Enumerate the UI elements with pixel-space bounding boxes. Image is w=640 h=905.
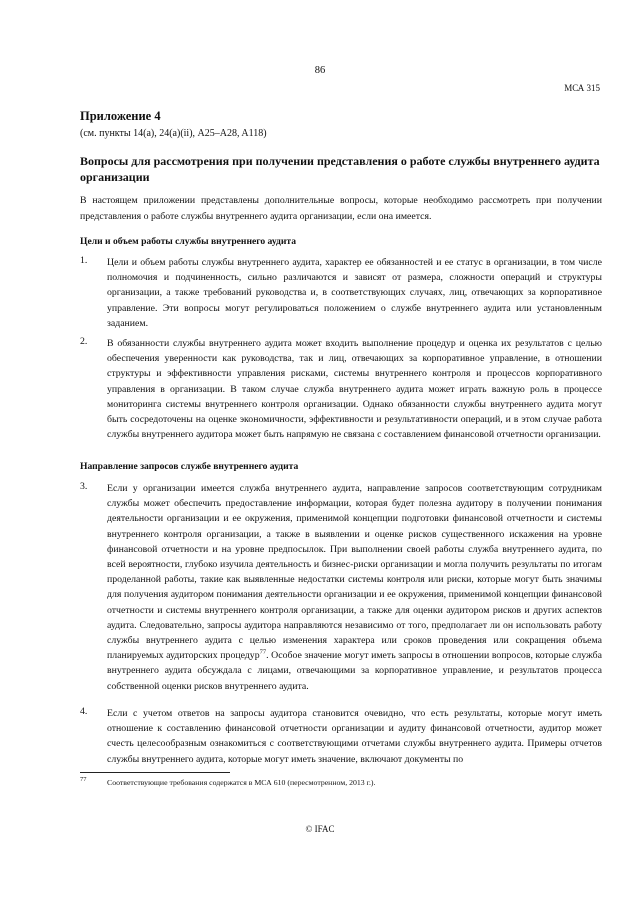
paragraph-4 <box>80 706 602 767</box>
intro-paragraph: В настоящем приложении представлены дополнительные вопросы, которые необходимо рассмотреть при получении представления о работе службы внутреннего аудита организации, если она имеется. <box>80 195 602 222</box>
paragraph-text: Цели и объем работы службы внутреннего аудита, характер ее обязанностей и ее статус в организации, в том числе полномочия и подчиненность, сильно различаются и зависят от размера, сложности операций и структуры организации, а также требований руководства и, в соответствующих случаях, лиц, отвечающих за корпоративное управление. Эти вопросы могут регулироваться положением о службе внутреннего аудита или установленным заданием. <box>107 257 602 329</box>
footnote-divider <box>80 772 230 773</box>
subsection-heading-inquiries: Направление запросов службе внутреннего аудита <box>80 461 299 472</box>
paragraph-text <box>107 481 602 694</box>
page-number: 86 <box>314 65 326 76</box>
paragraph-text: Если с учетом ответов на запросы аудитора становится очевидно, что есть результаты, которые могут иметь отношение к составлению финансовой отчетности организации и аудиту финансовой отчетности, аудитор может счесть целесообразным ознакомиться с соответствующими отчетами службы внутреннего аудита. Примеры отчетов службы внутреннего аудита, которые могут иметь значение, включают документы по <box>107 708 602 765</box>
paragraph-text: В обязанности службы внутреннего аудита может входить выполнение процедур и оценка их результатов с целью обеспечения уверенности как руководства, так и лиц, отвечающих за корпоративное управление, в отношении структуры и эффективности управления рисками, системы внутреннего контроля и процессов корпоративного управления в организации. В таком случае служба внутреннего аудита может играть важную роль в процессе мониторинга системы внутреннего контроля организации. Однако обязанности службы внутреннего аудита могут быть сосредоточены на оценке экономичности, эффективности и результативности операций, и в этом случае работа службы внутреннего аудитора может быть напрямую не связана с составлением финансовой отчетности организации. <box>107 338 602 441</box>
footnote-text: Соответствующие требования содержатся в МСА 610 (пересмотренном, 2013 г.). <box>107 778 376 787</box>
standard-reference: МСА 315 <box>564 83 600 93</box>
paragraph-number: 1. <box>80 255 88 266</box>
paragraph-3 <box>80 481 602 694</box>
appendix-paragraph-refs: (см. пункты 14(a), 24(a)(ii), A25–A28, A118) <box>80 128 267 139</box>
paragraph-text-part: . Особое значение могут иметь запросы в отношении вопросов, которые служба внутреннего аудита обсуждала с лицами, отвечающими за корпоративное управление, и результатов процесса собственной оценки рисков внутреннего аудита. <box>107 650 602 692</box>
paragraph-number: 3. <box>80 481 88 492</box>
section-title: Вопросы для рассмотрения при получении представления о работе службы внутреннего аудита организации <box>80 154 600 184</box>
paragraph-2 <box>80 336 602 442</box>
paragraph-1 <box>80 255 602 331</box>
subsection-heading-scope: Цели и объем работы службы внутреннего аудита <box>80 236 297 247</box>
footnote <box>80 778 600 787</box>
paragraph-text-part: Если у организации имеется служба внутреннего аудита, направление запросов соответствующим сотрудникам службы может обеспечить предоставление информации, которая будет полезна аудитору в получении понимания деятельности организации и ее окружения, применимой концепции подготовки финансовой отчетности и системы внутреннего контроля организации, а также в выявлении и оценке рисков существенного искажения на уровне финансовой отчетности и на уровне предпосылок. При выполнении своей работы служба внутреннего аудита, по всей вероятности, глубоко изучила деятельность и бизнес-риски организации и могла получить результаты по итогам проделанной работы, такие как выявленные недостатки системы контроля или риски, которые могут быть значимы для получения аудитором понимания деятельности организации и ее окружения, применимой концепции финансовой отчетности и системы внутреннего контроля организации, а также для оценки аудитором рисков и других аспектов аудита. Следовательно, запросы аудитора направляются независимо от того, предполагает ли он использовать работу службы внутреннего аудита с целью изменения характера или сроков проведения или сокращения объема планируемых аудиторских процедур <box>107 483 602 662</box>
appendix-title: Приложение 4 <box>80 109 161 123</box>
paragraph-number: 2. <box>80 336 88 347</box>
footnote-mark: 77 <box>80 776 87 783</box>
footnote-reference: 77 <box>259 648 267 656</box>
paragraph-number: 4. <box>80 706 88 717</box>
copyright-footer: © IFAC <box>305 824 335 834</box>
